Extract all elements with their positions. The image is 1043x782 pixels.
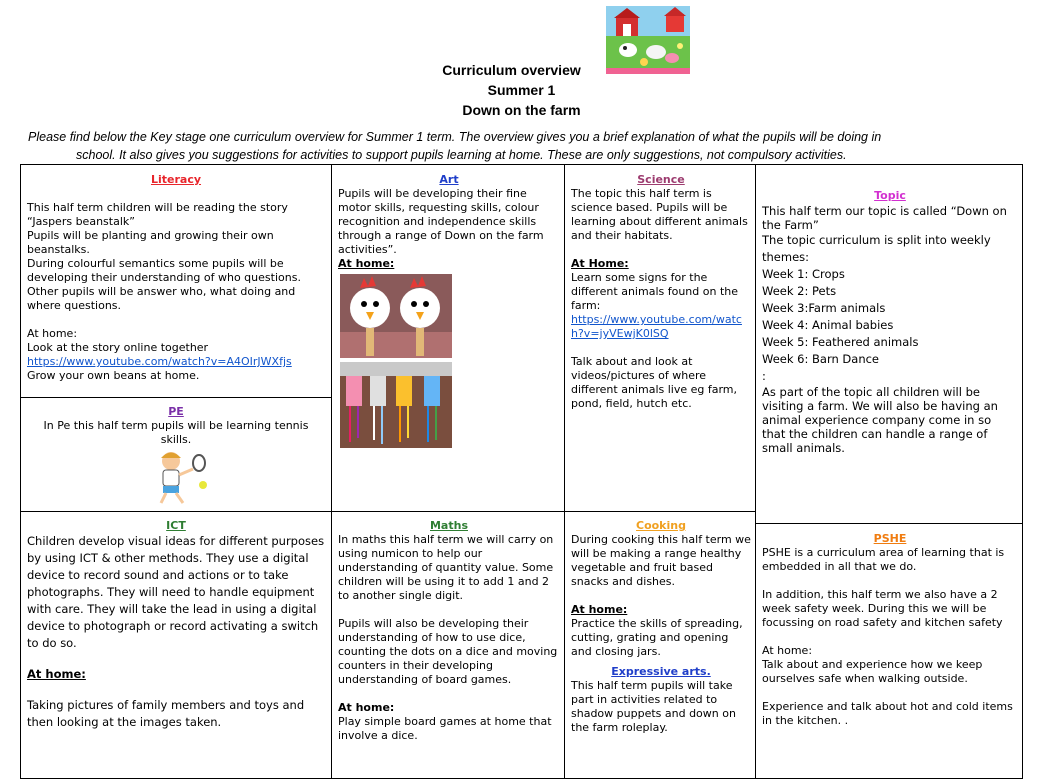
- cooking-home-text: Practice the skills of spreading, cutting, grating and opening and closing jars.: [571, 617, 743, 658]
- science-home-label: At Home:: [571, 257, 629, 270]
- cooking-home-label: At home:: [571, 603, 628, 616]
- topic-split: The topic curriculum is split into weekly themes:: [762, 233, 991, 264]
- maths-cell: [338, 519, 560, 743]
- maths-home-label: At home:: [338, 701, 395, 714]
- topic-week: Week 4: Animal babies: [762, 318, 894, 332]
- intro-line-2: school. It also gives you suggestions for activities to support pupils learning at home. These are only suggestions, not compulsory activities.: [76, 148, 847, 162]
- pe-cell: [27, 405, 325, 505]
- pshe-home-label: At home:: [762, 644, 813, 657]
- windsock-craft-photo: [340, 362, 452, 448]
- literacy-text: This half term children will be reading the story “Jaspers beanstalk”: [27, 201, 288, 228]
- topic-colon: :: [762, 369, 766, 383]
- art-cell: [338, 173, 560, 448]
- science-text: The topic this half term is science based. Pupils will be learning about different animals and their habitats.: [571, 187, 748, 242]
- topic-week: Week 1: Crops: [762, 267, 845, 281]
- chicken-craft-photo: [340, 274, 452, 358]
- ict-text: Children develop visual ideas for different purposes by using ICT & other methods. They use a digital device to record sound and actions or to take photographs. They will need to handle equipment with care. They will take the lead in using a digital device to photograph or record activating a switch to do so.: [27, 534, 325, 650]
- divider: [755, 523, 1023, 524]
- literacy-home-label: At home:: [27, 327, 78, 340]
- art-title: Art: [439, 173, 459, 186]
- tennis-player-image: [141, 449, 211, 505]
- ict-title: ICT: [166, 519, 186, 532]
- topic-week: Week 3:Farm animals: [762, 301, 886, 315]
- pe-title: PE: [168, 405, 184, 418]
- maths-title: Maths: [429, 519, 468, 532]
- art-text: Pupils will be developing their fine motor skills, requesting skills, colour recognition and independence skills through a range of Down on the farm activities”.: [338, 187, 544, 256]
- maths-text-2: Pupils will also be developing their understanding of how to use dice, counting the dots on a dice and moving counters in their developing understanding of board games.: [338, 617, 558, 686]
- topic-intro: This half term our topic is called “Down on the Farm”: [762, 204, 1007, 232]
- topic-heading: Down on the farm: [462, 102, 581, 118]
- divider: [331, 164, 332, 779]
- term-title: Summer 1: [487, 82, 556, 98]
- science-signs-link[interactable]: https://www.youtube.com/watch?v=jyVEwjK0lSQ: [571, 313, 742, 340]
- page-title: Curriculum overview: [442, 62, 581, 78]
- topic-cell: [762, 187, 1018, 455]
- divider: [20, 511, 756, 512]
- literacy-story-link[interactable]: https://www.youtube.com/watch?v=A4OIrJWXfjs: [27, 355, 292, 368]
- divider: [755, 164, 756, 779]
- pshe-text-3: Experience and talk about hot and cold items in the kitchen. .: [762, 700, 1013, 727]
- intro-text: [28, 128, 988, 164]
- pshe-text-2: In addition, this half term we also have a 2 week safety week. During this we will be focussing on road safety and kitchen safety: [762, 588, 1003, 629]
- pshe-text: PSHE is a curriculum area of learning that is embedded in all that we do.: [762, 546, 1005, 573]
- expressive-arts-text: This half term pupils will take part in activities related to shadow puppets and down on the farm roleplay.: [571, 679, 736, 734]
- pshe-home-text: Talk about and experience how we keep ourselves safe when walking outside.: [762, 658, 983, 685]
- literacy-cell: [27, 173, 325, 383]
- divider: [564, 164, 565, 779]
- topic-text: As part of the topic all children will be visiting a farm. We will also be having an animal experience company come in so that the children can handle a range of small animals.: [762, 385, 998, 455]
- science-home-text: Learn some signs for the different animals found on the farm:: [571, 271, 738, 312]
- topic-week: Week 6: Barn Dance: [762, 352, 880, 366]
- science-cell: [571, 173, 751, 411]
- literacy-text: Pupils will be planting and growing their own beanstalks.: [27, 229, 274, 256]
- divider: [20, 397, 331, 398]
- expressive-arts-title: Expressive arts.: [611, 665, 711, 678]
- ict-home-label: At home:: [27, 667, 86, 681]
- science-title: Science: [637, 173, 685, 186]
- ict-cell: [27, 519, 325, 731]
- maths-home-text: Play simple board games at home that involve a dice.: [338, 715, 552, 742]
- pshe-title: PSHE: [873, 532, 907, 545]
- topic-week: Week 5: Feathered animals: [762, 335, 919, 349]
- art-home-label: At home:: [338, 257, 395, 270]
- cooking-title: Cooking: [636, 519, 686, 532]
- farm-illustration: [606, 6, 690, 74]
- pshe-cell: [762, 532, 1018, 728]
- maths-text: In maths this half term we will carry on using numicon to help our understanding of quantity value. Some children will be using it to add 1 and 2 to another single digit.: [338, 533, 554, 602]
- literacy-home-text: Grow your own beans at home.: [27, 369, 200, 382]
- ict-home-text: Taking pictures of family members and toys and then looking at the images taken.: [27, 698, 305, 729]
- intro-line-1: Please find below the Key stage one curriculum overview for Summer 1 term. The overview gives you a brief explanation of what the pupils will be doing in: [28, 130, 882, 144]
- literacy-title: Literacy: [150, 173, 202, 186]
- cooking-cell: [571, 519, 751, 735]
- cooking-text: During cooking this half term we will be making a range healthy vegetable and fruit based snacks and dishes.: [571, 533, 751, 588]
- topic-week: Week 2: Pets: [762, 284, 837, 298]
- literacy-text: During colourful semantics some pupils will be developing their understanding of who questions. Other pupils will be answer who, what doing and where questions.: [27, 257, 301, 312]
- science-text-2: Talk about and look at videos/pictures of where different animals live eg farm, pond, field, hutch etc.: [571, 355, 738, 410]
- literacy-home-text: Look at the story online together: [27, 341, 209, 354]
- topic-title: Topic: [874, 189, 906, 202]
- pe-text: In Pe this half term pupils will be learning tennis skills.: [43, 419, 309, 446]
